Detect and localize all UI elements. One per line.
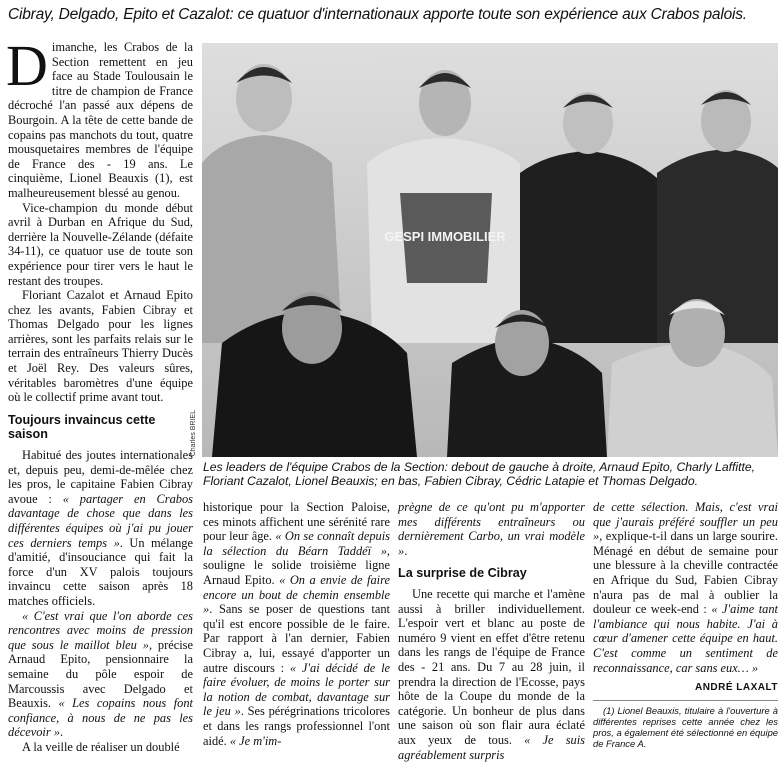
paragraph: Une recette qui marche et l'amène aussi à briller individuellement. L'espoir vert et blanc au poste de numéro 9 vient en effet d'être retenu dans les rangs de l'équipe de France des - 21 ans. Du 7 au 28 juin, il prendra la direction de l'Ecosse, pays hôte de la Coupe du monde de la catégorie. Un bonheur de plus dans une saison où son flair aura éclaté aux yeux de tous. « Je suis agréablement surpris	[398, 586, 585, 762]
quote: « partager en Crabos davantage de chose que dans les différentes équipes où j'ai pu jouer ces derniers temps »	[8, 491, 193, 550]
paragraph: Vice-champion du monde début avril à Durban en Afrique du Sud, derrière la Nouvelle-Zélande (défaite 34-11), ce quatuor use de toute son expérience pour tirer vers le haut le restant des troupes.	[8, 200, 193, 288]
article-column-3	[398, 500, 585, 762]
lead-paragraph	[6, 33, 193, 201]
quote: « Je suis agréablement surpris	[398, 732, 585, 762]
quote: « On se connaît depuis la sélection du Béarn Taddéï »	[203, 529, 390, 558]
author-signature: ANDRÉ LAXALT	[694, 682, 778, 694]
headline: Cibray, Delgado, Epito et Cazalot: ce quatuor d'internationaux apporte toute son expérience aux Crabos palois.	[8, 6, 747, 23]
quote: « J'aime tant l'ambiance qui nous habite. J'ai à cœur d'amener cette équipe en haut. C'est comme un sentiment de reconnaissance, car sans eux… »	[593, 602, 778, 675]
photo-caption: Les leaders de l'équipe Crabos de la Section: debout de gauche à droite, Arnaud Epito, Charly Laffitte, Floriant Cazalot, Lionel Beauxis; en bas, Fabien Cibray, Cédric Latapie et Thomas Delgado.	[203, 460, 756, 489]
lead-text: imanche, les Crabos de la Section remettent en jeu face au Stade Toulousain le titre de champion de France décroché l'an passé aux dépens de Bourgoin. A la tête de cette bande de copains pas manchots du tout, quatre mousquetaires membres de l'équipe de France des - 19 ans. Le cinquième, Lionel Beauxis (1), est malheureusement blessé au genou.	[8, 40, 193, 200]
footnote: (1) Lionel Beauxis, titulaire à l'ouverture à différentes reprises cette année chez les pros, a également été sélectionné en équipe de France A.	[593, 700, 778, 750]
quote: « C'est vrai que l'on aborde ces rencontres avec moins de pression que sous le maillot bleu »	[8, 608, 193, 652]
team-photo	[202, 43, 778, 457]
paragraph: historique pour la Section Paloise, ces minots affichent une sérénité rare pour leur âge. « On se connaît depuis la sélection du Béarn Taddéï », souligne le solide troisième ligne Arnaud Epito. « On a envie de faire encore un bout de chemin ensemble ». Sans se poser de questions tant qu'il est encore possible de le faire. Par rapport à l'an dernier, Fabien Cibray a, lui, essayé d'apporter un autre discours : « J'ai décidé de le faire évoluer, de moins le porter sur la notion de combat, davantage sur le jeu ». Ses pérégrinations tricolores et dans les rangs professionnel l'ont aidé. « Je m'im-	[203, 500, 391, 748]
quote: « Je m'im-	[229, 733, 282, 748]
paragraph: « C'est vrai que l'on aborde ces rencontres avec moins de pression que sous le maillot bleu », précise Arnaud Epito, pensionnaire la semaine du pôle espoir de Marcoussis avec Delgado et Beauxis. « Les copains nous font confiance, à nous de ne pas les décevoir ».	[8, 608, 194, 740]
article-column-4	[593, 500, 778, 750]
quote: « On a envie de faire encore un bout de chemin ensemble »	[203, 572, 390, 617]
section-subhead: Toujours invaincus cette saison	[8, 412, 156, 442]
paragraph: prègne de ce qu'ont pu m'apporter mes différents entraîneurs ou dernièrement Carbo, un vrai modèle ».	[398, 500, 585, 558]
quote: « Les copains nous font confiance, à nous de ne pas les décevoir »	[8, 696, 193, 740]
photo-credit: Charles BRIEL	[190, 410, 197, 457]
paragraph: Habitué des joutes internationales et, depuis peu, demi-de-mêlée chez les pros, le capitaine Fabien Cibray avoue : « partager en Crabos davantage de chose que dans les différentes équipes où j'ai pu jouer ces derniers temps ». Un mélange d'amitié, d'insouciance qui fait la force d'un XV palois toujours invaincu cette saison après 18 matches officiels.	[8, 448, 194, 608]
team-photo-illustration	[202, 43, 778, 457]
drop-cap: D	[6, 33, 48, 98]
paragraph: de cette sélection. Mais, c'est vrai que j'aurais préféré souffler un peu », explique-t-il dans un large sourire. Ménagé en début de semaine pour une blessure à la cheville contractée en Afrique du Sud, Fabien Cibray n'aura pas de mal à oublier la douleur ce week-end : « J'aime tant l'ambiance qui nous habite. J'ai à cœur d'amener cette équipe en haut. C'est comme un sentiment de reconnaissance, car sans eux… »	[593, 500, 778, 675]
paragraph: A la veille de réaliser un doublé	[22, 739, 180, 754]
quote: prègne de ce qu'ont pu m'apporter mes différents entraîneurs ou dernièrement Carbo, un vrai modèle »	[398, 500, 585, 558]
section-subhead: La surprise de Cibray	[398, 566, 527, 581]
quote: « J'ai décidé de le faire évoluer, de moins le porter sur la notion de combat, davantage sur le jeu »	[203, 660, 391, 719]
article-column-2	[203, 500, 390, 748]
paragraph: Floriant Cazalot et Arnaud Epito chez les avants, Fabien Cibray et Thomas Delgado pour les lignes arrières, sont les parfaits relais sur le terrain des entraîneurs Thierry Ducès et Joël Rey. Des valeurs sûres, véritables baromètres d'une équipe où le collectif prime avant tout.	[8, 288, 193, 405]
jersey-sponsor: GESPI IMMOBILIER	[384, 229, 506, 244]
quote: de cette sélection. Mais, c'est vrai que j'aurais préféré souffler un peu »	[593, 500, 778, 544]
